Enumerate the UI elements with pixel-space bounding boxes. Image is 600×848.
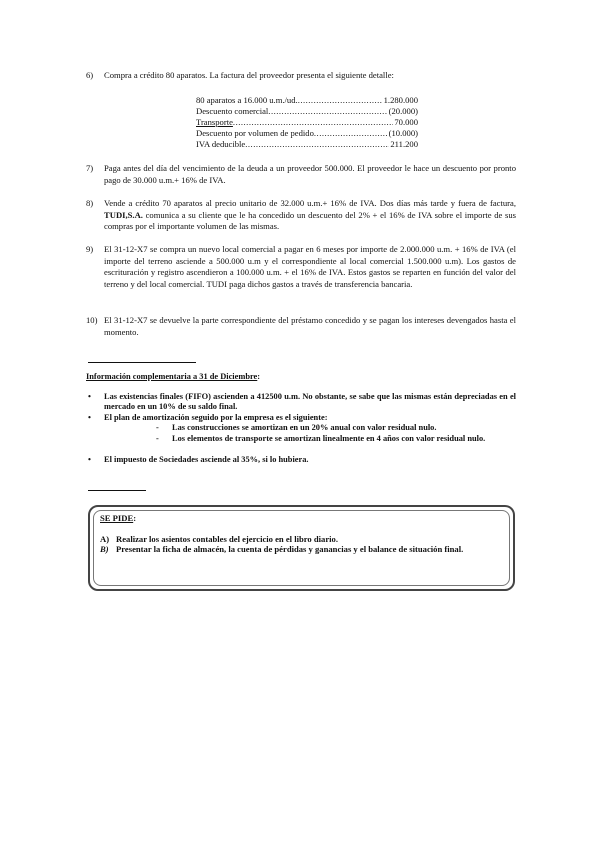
leader-dots (233, 117, 393, 128)
list-item-10 (86, 315, 516, 338)
request-box (88, 505, 515, 591)
request-title-suffix: : (133, 513, 137, 523)
sub-bullet-text: Los elementos de transporte se amortizan linealmente en 4 años con valor residual nulo. (172, 433, 486, 443)
bullet-glyph: • (88, 391, 91, 401)
info-heading (86, 372, 516, 383)
leader-dots (314, 128, 388, 139)
leader-dots (298, 95, 383, 106)
complementary-info (86, 372, 516, 465)
company-name: TUDI,S.A. (104, 209, 143, 220)
sub-bullet-text: Las construcciones se amortizan en un 20% anual con valor residual nulo. (172, 423, 437, 433)
invoice-label: Descuento comercial (196, 106, 269, 116)
item-text (104, 198, 516, 233)
request-heading (100, 513, 504, 524)
list-item-9 (86, 244, 516, 290)
sub-bullet-glyph: - (156, 423, 159, 433)
info-sub-bullet (154, 434, 516, 445)
leader-dots (245, 139, 389, 150)
invoice-row (196, 117, 418, 128)
info-title: Información complementaria a 31 de Diciembre (86, 372, 258, 381)
invoice-amount: 70.000 (394, 117, 418, 127)
item-text: El 31-12-X7 se devuelve la parte correspondiente del préstamo concedido y se pagan los intereses devengados hasta el momento. (104, 315, 516, 337)
request-letter: B) (100, 544, 109, 555)
info-sub-bullet (154, 423, 516, 434)
sub-bullet-glyph: - (156, 433, 159, 443)
info-bullet (86, 413, 516, 424)
info-bullet (86, 392, 516, 413)
request-content (100, 513, 504, 555)
item-text-part: comunica a su cliente que le ha concedido un descuento del 2% + el 16% de IVA sobre el importe de sus compras por el importante volumen de las mismas. (104, 209, 516, 232)
invoice-row (196, 139, 418, 150)
info-title-suffix: : (257, 372, 261, 381)
invoice-amount: 1.280.000 (383, 95, 418, 105)
item-text: Paga antes del día del vencimiento de la deuda a un proveedor 500.000. El proveedor le hace un descuento por pronto pago de 30.000 u.m.+ 16% de IVA. (104, 163, 516, 185)
request-title: SE PIDE (100, 513, 134, 523)
list-item-8 (86, 198, 516, 233)
request-text: Realizar los asientos contables del ejercicio en el libro diario. (116, 533, 338, 544)
request-text: Presentar la ficha de almacén, la cuenta de pérdidas y ganancias y el balance de situación final. (116, 544, 464, 555)
invoice-row (196, 128, 418, 139)
item-number: 10) (86, 315, 98, 325)
bullet-text: El plan de amortización seguido por la empresa es el siguiente: (104, 412, 328, 422)
separator-line-short (88, 490, 146, 491)
bullet-glyph: • (88, 412, 91, 422)
request-item (100, 544, 504, 555)
bullet-glyph: • (88, 454, 91, 464)
invoice-detail (196, 95, 418, 150)
request-item (100, 534, 504, 545)
invoice-label: IVA deducible (196, 139, 246, 149)
invoice-label: Descuento por volumen de pedido (196, 128, 314, 138)
invoice-label: 80 aparatos a 16.000 u.m./ud. (196, 95, 298, 105)
bullet-text: El impuesto de Sociedades asciende al 35%, si lo hubiera. (104, 454, 309, 464)
item-text: El 31-12-X7 se compra un nuevo local comercial a pagar en 6 meses por importe de 2.000.000 u.m. + 16% de IVA (el importe del terreno asciende a 500.000 u.m y el correspondiente al local comercial 1.500.000 u.m). Los gastos de escrituración y registro ascendieron a 100.000 u.m. + el 16% de IVA. Estos gastos se reparten en función del valor del terreno y del local comercial. TUDI paga dichos gastos a través de transferencia bancaria. (104, 244, 516, 289)
item-number: 7) (86, 163, 94, 173)
invoice-row (196, 95, 418, 106)
separator-line (88, 362, 196, 363)
invoice-label: Transporte (196, 117, 233, 127)
invoice-amount: (20.000) (388, 106, 418, 116)
item-number: 8) (86, 198, 94, 208)
invoice-row (196, 106, 418, 117)
item-text-part: Vende a crédito 70 aparatos al precio unitario de 32.000 u.m.+ 16% de IVA. Dos días más tarde y fuera de factura, (104, 198, 516, 208)
request-letter: A) (100, 533, 110, 544)
item-number: 6) (86, 70, 94, 80)
item-text: Compra a crédito 80 aparatos. La factura del proveedor presenta el siguiente detalle: (104, 70, 394, 80)
info-bullet (86, 455, 516, 466)
item-number: 9) (86, 244, 94, 254)
list-item-6 (86, 70, 516, 82)
list-item-7 (86, 163, 516, 186)
invoice-amount: (10.000) (388, 128, 418, 138)
bullet-text: Las existencias finales (FIFO) ascienden a 412500 u.m. No obstante, se sabe que las mismas están depreciadas en el mercado en un 10% de su saldo final. (104, 391, 516, 412)
leader-dots (268, 106, 387, 117)
invoice-amount: 211.200 (390, 139, 418, 149)
